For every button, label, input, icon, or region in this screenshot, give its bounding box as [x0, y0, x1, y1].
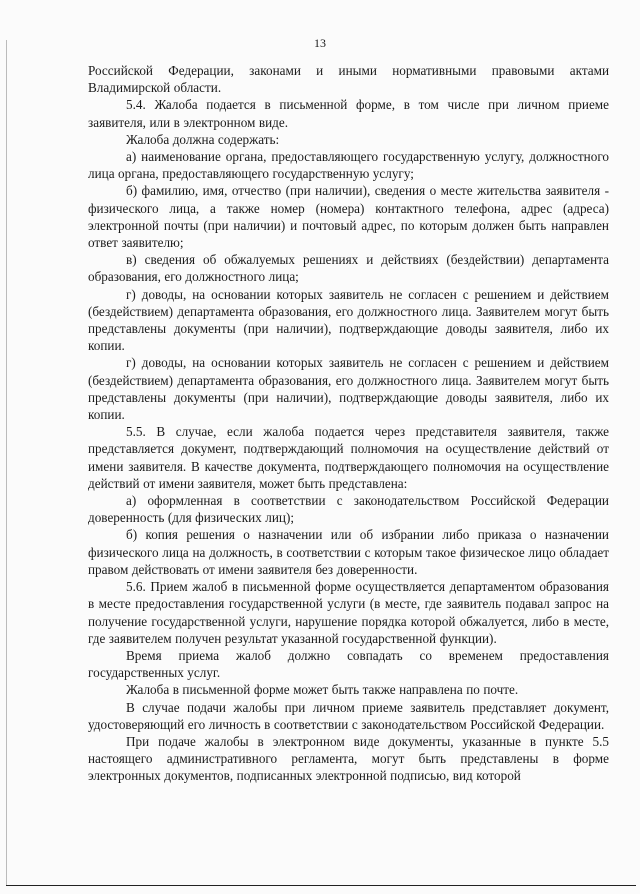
paragraph: Время приема жалоб должно совпадать со временем предоставления государственных услуг.: [88, 647, 609, 681]
paragraph: в) сведения об обжалуемых решениях и действиях (бездействии) департамента образования, его должностного лица;: [88, 252, 609, 285]
paragraph: 5.5. В случае, если жалоба подается через представителя заявителя, также представляется документ, подтверждающий полномочия на осуществление действий от имени заявителя. В качестве документа, подтверждающего полномочия на осуществление действий от имени заявителя, может быть представлена:: [88, 424, 609, 491]
paragraph: 5.6. Прием жалоб в письменной форме осуществляется департаментом образования в месте предоставления государственной услуги (в месте, где заявитель подавал запрос на получение государственной услуги, нарушение порядка которой обжалуется, либо в месте, где заявителем получен результат указанной государственной функции).: [88, 579, 609, 646]
paragraph: а) оформленная в соответствии с законодательством Российской Федерации доверенность (для физических лиц);: [88, 493, 609, 526]
paragraph: г) доводы, на основании которых заявитель не согласен с решением и действием (бездействием) департамента образования, его должностного лица. Заявителем могут быть представлены документы (при наличии), подтверждающие доводы заявителя, либо их копии.: [88, 355, 609, 423]
paragraph: г) доводы, на основании которых заявитель не согласен с решением и действием (бездействием) департамента образования, его должностного лица. Заявителем могут быть представлены документы (при наличии), подтверждающие доводы заявителя, либо их копии.: [88, 286, 609, 354]
paragraph: б) фамилию, имя, отчество (при наличии), сведения о месте жительства заявителя - физического лица, а также номер (номера) контактного телефона, адрес (адреса) электронной почты (при наличии) и почтовый адрес, по которым должен быть направлен ответ заявителю;: [88, 183, 609, 251]
paragraph: б) копия решения о назначении или об избрании либо приказа о назначении физического лица на должность, в соответствии с которым такое физическое лицо обладает правом действовать от имени заявителя без доверенности.: [88, 527, 609, 577]
paragraph: Жалоба в письменной форме может быть также направлена по почте.: [126, 682, 519, 698]
paragraph: В случае подачи жалобы при личном приеме заявитель представляет документ, удостоверяющий его личность в соответствии с законодательством Российской Федерации.: [88, 699, 609, 732]
document-body: [88, 62, 609, 785]
paragraph: 5.4. Жалоба подается в письменной форме, в том числе при личном приеме заявителя, или в электронном виде.: [88, 97, 609, 130]
scan-edge-left: [6, 40, 7, 886]
paragraph: Российской Федерации, законами и иными нормативными правовыми актами Владимирской области.: [88, 63, 609, 96]
paragraph: а) наименование органа, предоставляющего государственную услугу, должностного лица органа, предоставляющего государственную услугу;: [88, 149, 609, 182]
page-number: 13: [314, 36, 326, 50]
scan-edge-bottom: [6, 885, 636, 886]
paragraph: Жалоба должна содержать:: [126, 131, 280, 147]
paragraph: При подаче жалобы в электронном виде документы, указанные в пункте 5.5 настоящего административного регламента, могут быть представлены в форме электронных документов, подписанных электронной подписью, вид которой: [88, 733, 609, 784]
